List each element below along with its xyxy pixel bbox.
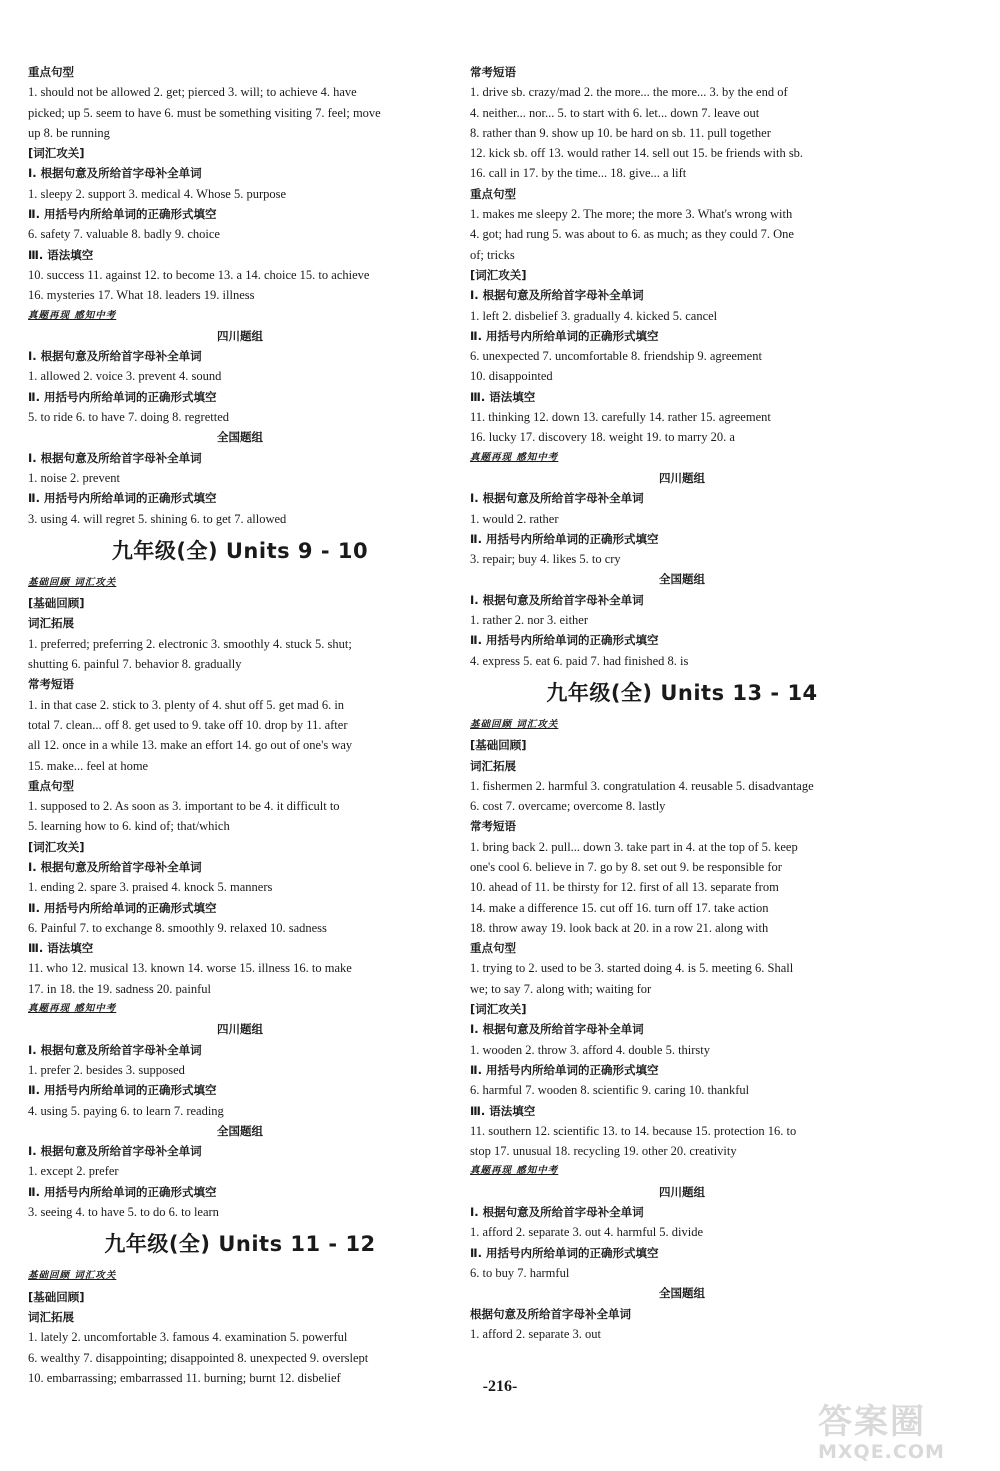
section-heading: Ⅱ. 用括号内所给单词的正确形式填空: [28, 389, 217, 404]
section-heading: 常考短语: [470, 819, 516, 834]
section-heading: Ⅰ. 根据句意及所给首字母补全单词: [28, 349, 202, 364]
section-band: 真题再现 感知中考: [470, 451, 559, 463]
section-heading: Ⅲ. 语法填空: [470, 1103, 536, 1118]
answer-line: 1. left 2. disbelief 3. gradually 4. kicked 5. cancel: [470, 308, 718, 323]
answer-line: 17. in 18. the 19. sadness 20. painful: [28, 981, 211, 996]
section-heading: Ⅱ. 用括号内所给单词的正确形式填空: [470, 328, 659, 343]
answer-line: 1. supposed to 2. As soon as 3. important to be 4. it difficult to: [28, 799, 340, 814]
section-heading: Ⅰ. 根据句意及所给首字母补全单词: [28, 859, 202, 874]
section-heading: Ⅰ. 根据句意及所给首字母补全单词: [470, 1022, 644, 1037]
answer-line: 11. southern 12. scientific 13. to 14. because 15. protection 16. to: [470, 1123, 797, 1138]
section-heading: 重点句型: [470, 941, 516, 956]
answer-line: 10. disappointed: [470, 369, 553, 384]
watermark-logo: 答案圈: [818, 1402, 926, 1442]
group-heading: 全国题组: [659, 572, 705, 587]
answer-line: 1. except 2. prefer: [28, 1164, 119, 1179]
watermark: [818, 1402, 978, 1462]
answer-line: 1. would 2. rather: [470, 511, 559, 526]
right-column: [470, 62, 894, 1344]
answer-line: 10. success 11. against 12. to become 13. a 14. choice 15. to achieve: [28, 267, 370, 282]
answer-line: 1. prefer 2. besides 3. supposed: [28, 1062, 185, 1077]
section-band: 基础回顾 词汇攻关: [28, 576, 117, 588]
section-heading: Ⅰ. 根据句意及所给首字母补全单词: [470, 592, 644, 607]
section-band: 基础回顾 词汇攻关: [470, 718, 559, 730]
section-heading: Ⅰ. 根据句意及所给首字母补全单词: [28, 1042, 202, 1057]
answer-line: 6. wealthy 7. disappointing; disappointed 8. unexpected 9. overslept: [28, 1350, 369, 1365]
answer-line: 4. neither... nor... 5. to start with 6. let... down 7. leave out: [470, 105, 760, 120]
section-heading: 常考短语: [470, 65, 516, 79]
page-number: -216-: [482, 1378, 518, 1395]
answer-line: 6. cost 7. overcame; overcome 8. lastly: [470, 799, 666, 814]
section-heading: Ⅰ. 根据句意及所给首字母补全单词: [28, 1144, 202, 1159]
watermark-url: MXQE.COM: [818, 1441, 945, 1463]
answer-line: 1. noise 2. prevent: [28, 470, 120, 485]
answer-line: 6. safety 7. valuable 8. badly 9. choice: [28, 227, 220, 242]
unit-title: 九年级(全) Units 11 - 12: [104, 1232, 376, 1257]
answer-line: 10. ahead of 11. be thirsty for 12. first of all 13. separate from: [470, 880, 779, 895]
section-heading: Ⅰ. 根据句意及所给首字母补全单词: [28, 450, 202, 465]
section-heading: Ⅰ. 根据句意及所给首字母补全单词: [470, 1205, 644, 1220]
answer-line: 1. wooden 2. throw 3. afford 4. double 5. thirsty: [470, 1042, 711, 1057]
section-heading: Ⅱ. 用括号内所给单词的正确形式填空: [28, 1083, 217, 1098]
answer-line: 1. rather 2. nor 3. either: [470, 613, 589, 628]
answer-line: 1. drive sb. crazy/mad 2. the more... the more... 3. by the end of: [470, 85, 788, 100]
answer-line: shutting 6. painful 7. behavior 8. gradually: [28, 657, 242, 672]
answer-line: 16. mysteries 17. What 18. leaders 19. illness: [28, 288, 255, 303]
answer-line: 4. using 5. paying 6. to learn 7. reading: [28, 1103, 224, 1118]
answer-line: 11. thinking 12. down 13. carefully 14. rather 15. agreement: [470, 410, 771, 425]
answer-line: 4. got; had rung 5. was about to 6. as much; as they could 7. One: [470, 227, 794, 242]
answer-line: 8. rather than 9. show up 10. be hard on sb. 11. pull together: [470, 125, 771, 140]
answer-line: 15. make... feel at home: [28, 758, 149, 773]
section-heading: [基础回顾]: [28, 596, 85, 611]
answer-line: 1. sleepy 2. support 3. medical 4. Whose 5. purpose: [28, 186, 287, 201]
section-heading: Ⅲ. 语法填空: [28, 247, 94, 262]
section-heading: Ⅲ. 语法填空: [28, 941, 94, 956]
answer-line: of; tricks: [470, 247, 515, 262]
answer-line: 5. to ride 6. to have 7. doing 8. regretted: [28, 410, 229, 425]
answer-line: 6. to buy 7. harmful: [470, 1265, 570, 1280]
section-heading: [词汇攻关]: [470, 267, 527, 282]
section-heading: Ⅱ. 用括号内所给单词的正确形式填空: [28, 207, 217, 222]
group-heading: 四川题组: [659, 1184, 705, 1199]
answer-line: 6. harmful 7. wooden 8. scientific 9. caring 10. thankful: [470, 1083, 750, 1098]
group-heading: 全国题组: [217, 1123, 263, 1138]
section-heading: Ⅰ. 根据句意及所给首字母补全单词: [470, 288, 644, 303]
section-heading: Ⅱ. 用括号内所给单词的正确形式填空: [470, 633, 659, 648]
left-column: [28, 62, 452, 1388]
section-heading: 常考短语: [28, 677, 74, 692]
answer-line: 16. lucky 17. discovery 18. weight 19. to marry 20. a: [470, 430, 735, 445]
section-heading: 重点句型: [28, 65, 74, 79]
unit-title: 九年级(全) Units 9 - 10: [111, 538, 369, 563]
answer-line: 3. repair; buy 4. likes 5. to cry: [470, 552, 621, 567]
answer-line: 1. lately 2. uncomfortable 3. famous 4. examination 5. powerful: [28, 1330, 348, 1345]
unit-title: 九年级(全) Units 13 - 14: [546, 680, 818, 705]
section-heading: Ⅱ. 用括号内所给单词的正确形式填空: [470, 1245, 659, 1260]
answer-line: stop 17. unusual 18. recycling 19. other 20. creativity: [470, 1144, 737, 1159]
answer-line: 1. allowed 2. voice 3. prevent 4. sound: [28, 369, 222, 384]
section-heading: Ⅰ. 根据句意及所给首字母补全单词: [470, 491, 644, 506]
section-heading: [词汇攻关]: [28, 839, 85, 854]
answer-line: 3. using 4. will regret 5. shining 6. to get 7. allowed: [28, 511, 287, 526]
answer-line: 18. throw away 19. look back at 20. in a row 21. along with: [470, 920, 769, 935]
answer-line: up 8. be running: [28, 125, 110, 140]
section-band: 真题再现 感知中考: [470, 1165, 559, 1177]
section-band: 基础回顾 词汇攻关: [28, 1270, 117, 1282]
answer-line: 5. learning how to 6. kind of; that/which: [28, 819, 230, 834]
answer-line: 1. makes me sleepy 2. The more; the more 3. What's wrong with: [470, 207, 793, 222]
answer-line: 11. who 12. musical 13. known 14. worse 15. illness 16. to make: [28, 961, 352, 976]
section-band: 真题再现 感知中考: [28, 1003, 117, 1015]
group-heading: 全国题组: [217, 430, 263, 445]
answer-line: 16. call in 17. by the time... 18. give... a lift: [470, 166, 687, 181]
answer-line: 4. express 5. eat 6. paid 7. had finished 8. is: [470, 653, 689, 668]
section-heading: 重点句型: [28, 778, 74, 793]
answer-line: 1. afford 2. separate 3. out 4. harmful 5. divide: [470, 1225, 704, 1240]
section-heading: Ⅱ. 用括号内所给单词的正确形式填空: [470, 531, 659, 546]
section-heading: [基础回顾]: [28, 1289, 85, 1304]
answer-line: 1. trying to 2. used to be 3. started doing 4. is 5. meeting 6. Shall: [470, 961, 794, 976]
section-heading: 词汇拓展: [28, 616, 74, 631]
answer-line: 12. kick sb. off 13. would rather 14. sell out 15. be friends with sb.: [470, 146, 804, 161]
answer-line: 10. embarrassing; embarrassed 11. burning; burnt 12. disbelief: [28, 1370, 341, 1385]
section-heading: [基础回顾]: [470, 738, 527, 753]
section-heading: [词汇攻关]: [470, 1002, 527, 1017]
group-heading: 四川题组: [217, 328, 263, 343]
section-heading: 词汇拓展: [470, 758, 516, 773]
answer-line: 1. bring back 2. pull... down 3. take part in 4. at the top of 5. keep: [470, 839, 798, 854]
answer-line: 1. preferred; preferring 2. electronic 3. smoothly 4. stuck 5. shut;: [28, 636, 352, 651]
section-heading: Ⅱ. 用括号内所给单词的正确形式填空: [28, 900, 217, 915]
answer-line: 1. fishermen 2. harmful 3. congratulation 4. reusable 5. disadvantage: [470, 778, 814, 793]
section-heading: Ⅱ. 用括号内所给单词的正确形式填空: [28, 491, 217, 506]
section-heading: 词汇拓展: [28, 1309, 74, 1324]
section-heading: 重点句型: [470, 186, 516, 201]
answer-line: picked; up 5. seem to have 6. must be something visiting 7. feel; move: [28, 105, 381, 120]
section-heading: Ⅰ. 根据句意及所给首字母补全单词: [28, 166, 202, 181]
section-heading: 根据句意及所给首字母补全单词: [470, 1306, 631, 1321]
answer-line: 14. make a difference 15. cut off 16. turn off 17. take action: [470, 900, 769, 915]
answer-line: 6. Painful 7. to exchange 8. smoothly 9. relaxed 10. sadness: [28, 920, 327, 935]
group-heading: 全国题组: [659, 1286, 705, 1301]
section-heading: Ⅱ. 用括号内所给单词的正确形式填空: [470, 1062, 659, 1077]
section-heading: Ⅱ. 用括号内所给单词的正确形式填空: [28, 1184, 217, 1199]
group-heading: 四川题组: [217, 1022, 263, 1037]
answer-line: 1. should not be allowed 2. get; pierced 3. will; to achieve 4. have: [28, 85, 357, 100]
answer-line: we; to say 7. along with; waiting for: [470, 981, 652, 996]
section-band: 真题再现 感知中考: [28, 309, 117, 321]
answer-line: all 12. once in a while 13. make an effort 14. go out of one's way: [28, 738, 353, 753]
answer-line: 1. ending 2. spare 3. praised 4. knock 5. manners: [28, 880, 273, 895]
answer-line: one's cool 6. believe in 7. go by 8. set out 9. be responsible for: [470, 859, 782, 874]
answer-line: total 7. clean... off 8. get used to 9. take off 10. drop by 11. after: [28, 717, 348, 732]
section-heading: Ⅲ. 语法填空: [470, 389, 536, 404]
section-heading: [词汇攻关]: [28, 146, 85, 161]
answer-line: 3. seeing 4. to have 5. to do 6. to learn: [28, 1205, 219, 1220]
answer-line: 1. in that case 2. stick to 3. plenty of 4. shut off 5. get mad 6. in: [28, 697, 345, 712]
group-heading: 四川题组: [659, 470, 705, 485]
answer-line: 6. unexpected 7. uncomfortable 8. friendship 9. agreement: [470, 349, 762, 364]
answer-line: 1. afford 2. separate 3. out: [470, 1326, 601, 1341]
